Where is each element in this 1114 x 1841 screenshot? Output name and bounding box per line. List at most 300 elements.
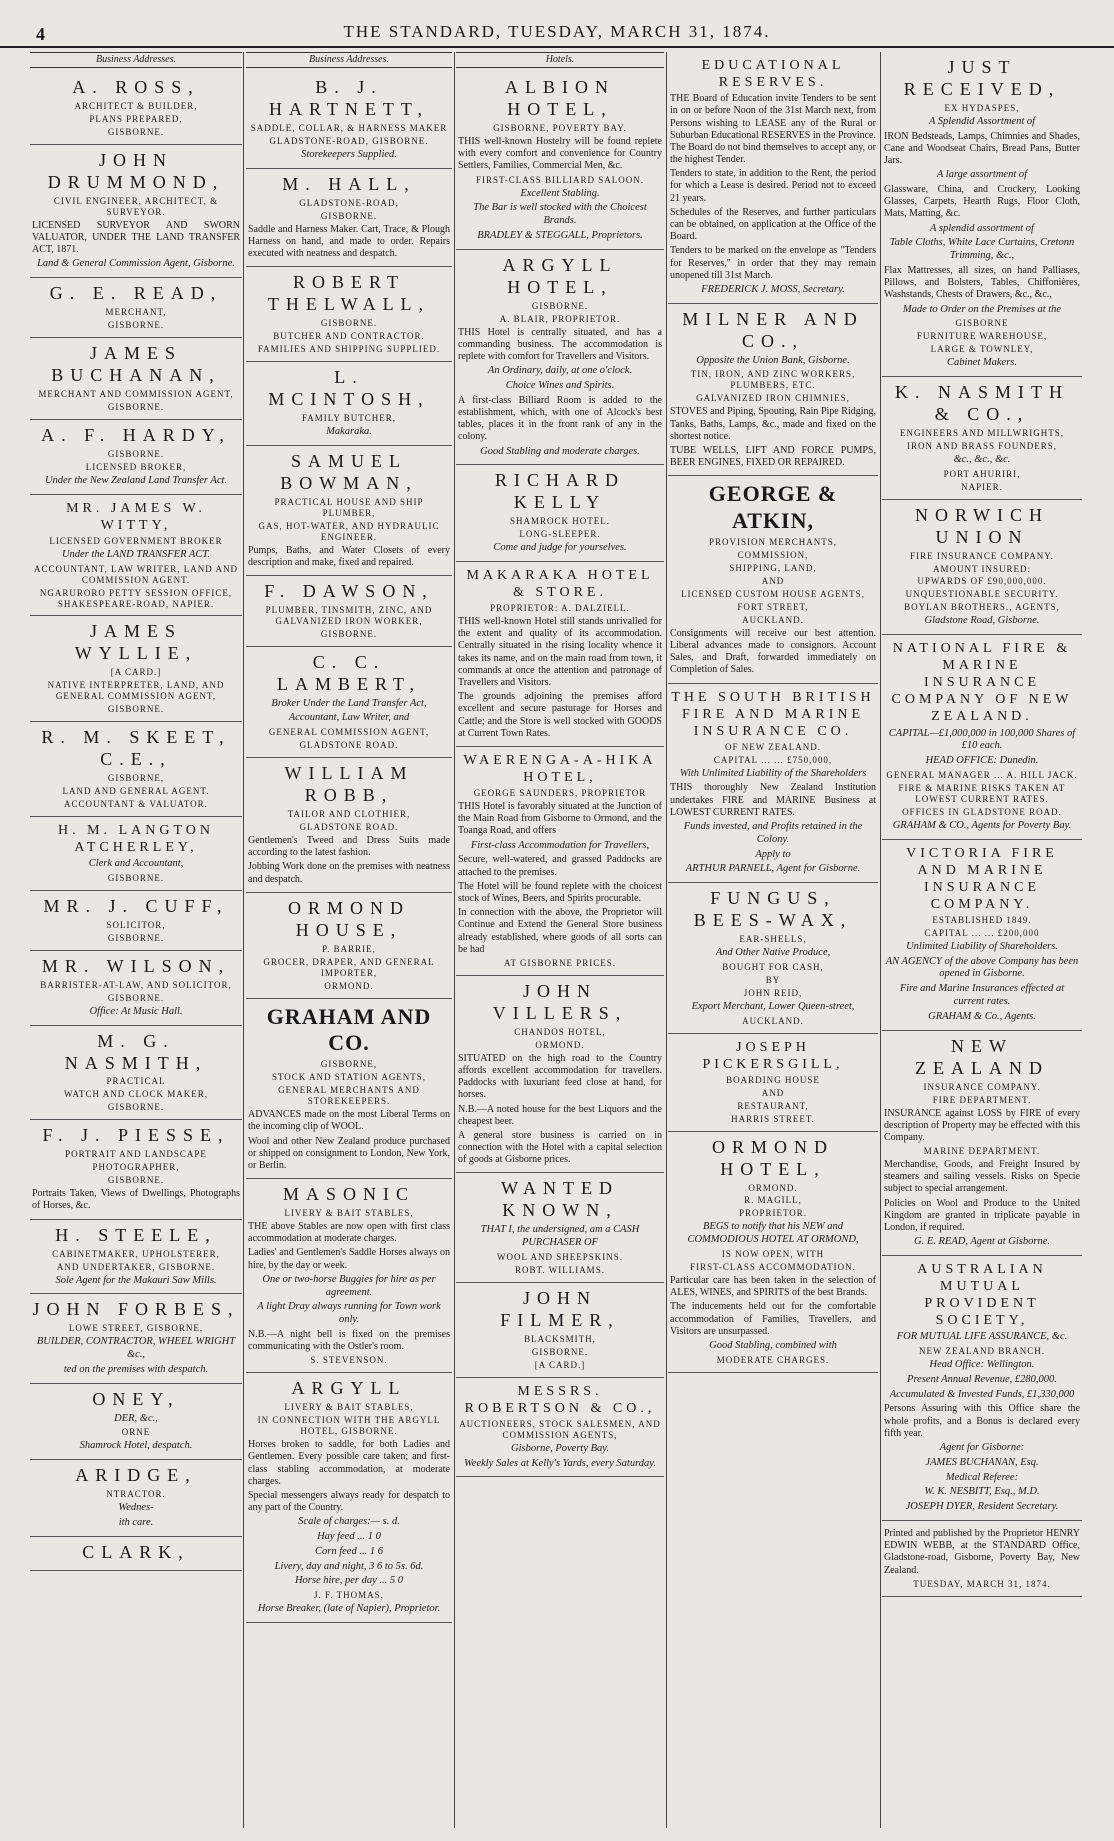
ad-line: Horse hire, per day ... 5 0 — [294, 1575, 404, 1587]
ad-line: FAMILY BUTCHER, — [301, 413, 397, 423]
ad-line: Schedules of the Reserves, and further particulars can be obtained, on application at the Office of the Board. — [670, 206, 876, 243]
ad-line: Export Merchant, Lower Queen-street, — [691, 1000, 855, 1012]
ad-line: [A CARD.] — [534, 1359, 586, 1370]
advertisement — [30, 1026, 242, 1121]
ad-line: ACCOUNTANT, LAW WRITER, LAND AND COMMISSION AGENT. — [33, 563, 239, 585]
ad-line: FIRE & MARINE RISKS TAKEN AT LOWEST CURRENT RATES. — [898, 782, 1066, 804]
ad-line: BARRISTER-AT-LAW, AND SOLICITOR, — [40, 979, 232, 990]
ad-line: A Splendid Assortment of — [928, 115, 1036, 127]
ad-line: GISBORNE. — [107, 873, 165, 884]
ad-title: JOHN FORBES, — [32, 1299, 240, 1320]
ad-line: CAPITAL ... ... £750,000, — [713, 754, 833, 765]
ad-line: Agent for Gisborne: — [939, 1441, 1025, 1453]
ad-line: Flax Mattresses, all sizes, on hand Palliases, Pillows, and Bolsters, Tables, Chiffonières, Washstands, Chests of Drawers, &c., &c., — [884, 264, 1080, 301]
ad-line: Land & General Commission Agent, Gisborne. — [37, 258, 235, 270]
ad-line: ROBT. WILLIAMS. — [515, 1264, 605, 1275]
ad-line: Tenders to be marked on the envelope as "Tenders for Reserves," in order that they may remain unopened till 31st March. — [670, 245, 876, 281]
ad-title: MESSRS. ROBERTSON & CO., — [464, 1383, 656, 1416]
ad-title: ALBION HOTEL, — [505, 77, 615, 120]
ad-line: Gisborne, Poverty Bay. — [511, 1442, 609, 1454]
ad-title: A. F. HARDY, — [41, 424, 231, 445]
ad-line: Accumulated & Invested Funds, £1,330,000 — [889, 1388, 1075, 1400]
ad-line: Broker Under the Land Transfer Act, — [271, 697, 427, 709]
ad-line: Portraits Taken, Views of Dwellings, Photographs of Horses, &c. — [32, 1188, 240, 1212]
ad-line: PRACTICAL HOUSE AND SHIP PLUMBER, — [274, 496, 424, 518]
column-rule — [454, 52, 455, 1828]
ad-line: SHAMROCK HOTEL. — [509, 516, 610, 527]
ad-line: ESTABLISHED 1849. — [932, 914, 1032, 925]
ad-title: ARGYLL HOTEL, — [502, 254, 618, 297]
ad-title: MASONIC — [282, 1184, 415, 1205]
ad-line: FIRST-CLASS ACCOMMODATION. — [690, 1261, 856, 1272]
ad-line: &c., &c., &c. — [953, 453, 1011, 465]
ad-line: TUESDAY, MARCH 31, 1874. — [913, 1578, 1051, 1589]
ad-line: MERCHANT, — [105, 307, 167, 318]
ad-line: DER, &c., — [114, 1412, 158, 1424]
ad-line: A general store business is carried on in connection with the Hotel with a capital selection of goods at Gisborne prices. — [458, 1129, 662, 1166]
ad-line: Storekeepers Supplied. — [301, 149, 397, 161]
advertisement — [456, 1283, 664, 1378]
ad-line: LOWE STREET, GISBORNE, — [68, 1323, 204, 1334]
ad-line: Printed and published by the Proprietor HENRY EDWIN WEBB, at the STANDARD Office, Gladstone-road, Gisborne, Poverty Bay, New Zealand. — [884, 1527, 1080, 1576]
page-number: 4 — [36, 24, 45, 44]
ad-title: WANTED KNOWN, — [501, 1178, 619, 1221]
ad-line: Corn feed ... 1 6 — [315, 1545, 383, 1557]
advertisement — [30, 891, 242, 951]
ad-line: The grounds adjoining the premises afford excellent and secure pasturage for Horses and Cattle; and the Store is well stocked with GOODS at Current Town Rates. — [458, 691, 662, 739]
ad-line: Clerk and Accountant, — [88, 858, 184, 870]
ad-line: LONG-SLEEPER. — [519, 529, 601, 540]
ad-line: GISBORNE. — [107, 127, 165, 138]
advertisement — [456, 747, 664, 976]
ad-line: UNQUESTIONABLE SECURITY. — [905, 589, 1059, 600]
masthead-title: THE STANDARD, TUESDAY, MARCH 31, 1874. — [343, 22, 771, 41]
ad-title: M. G. NASMITH, — [64, 1030, 208, 1073]
advertisement — [456, 1378, 664, 1478]
column-rule — [880, 52, 881, 1828]
ad-title: RICHARD KELLY — [494, 470, 625, 513]
ad-line: AUCKLAND. — [742, 614, 804, 625]
ad-line: Policies on Wool and Produce to the United Kingdom are granted in triplicate payable in London, if required. — [884, 1197, 1080, 1233]
ad-line: PORTRAIT AND LANDSCAPE — [65, 1149, 207, 1160]
ad-line: Merchandise, Goods, and Freight Insured by steamers and sailing vessels. Risks on Specie subject to special arrangement. — [884, 1159, 1080, 1195]
ad-line: The Hotel will be found replete with the choicest stock of Wines, Beers, and Spirits procurable. — [458, 880, 662, 905]
advertisement — [668, 1132, 878, 1373]
ad-line: Wednes- — [118, 1502, 154, 1514]
advertisement — [456, 562, 664, 747]
ad-line: GISBORNE. — [107, 320, 165, 331]
advertisement — [668, 304, 878, 477]
advertisement — [30, 72, 242, 145]
section-heading: Business Addresses. — [30, 52, 242, 68]
ad-line: LIVERY & BAIT STABLES, — [284, 1402, 414, 1413]
advertisement — [456, 250, 664, 466]
ad-line: AND — [761, 1087, 785, 1098]
advertisement — [246, 647, 452, 758]
ad-line: LAND AND GENERAL AGENT. — [62, 786, 210, 797]
ad-line: Horse Breaker, (late of Napier), Proprietor. — [257, 1603, 441, 1615]
ad-line: GISBORNE. — [107, 402, 165, 413]
ad-title: AUSTRALIAN MUTUAL PROVIDENT SOCIETY, — [917, 1261, 1047, 1329]
column-3 — [456, 52, 664, 1828]
ad-line: EAR-SHELLS, — [739, 934, 807, 945]
ad-line: Choice Wines and Spirits. — [505, 379, 615, 391]
ad-line: ARCHITECT & BUILDER, — [74, 101, 198, 112]
ad-line: GROCER, DRAPER, AND GENERAL IMPORTER, — [263, 956, 435, 978]
ad-line: BUTCHER AND CONTRACTOR. — [273, 331, 425, 342]
ad-line: Table Cloths, White Lace Curtains, Cretonn Trimming, &c., — [889, 237, 1075, 262]
ad-line: CAPITAL ... ... £200,000 — [924, 927, 1040, 938]
ad-line: RESTAURANT, — [737, 1100, 809, 1111]
ad-title: F. J. PIESSE, — [42, 1125, 230, 1146]
advertisement — [30, 951, 242, 1026]
ad-line: GISBORNE — [955, 318, 1009, 329]
ad-title: L. MCINTOSH, — [268, 367, 430, 410]
ad-line: TUBE WELLS, LIFT AND FORCE PUMPS, BEER ENGINES, FIXED OR REPAIRED. — [670, 444, 876, 469]
ad-line: Opposite the Union Bank, Gisborne. — [696, 354, 850, 366]
ad-line: THE Board of Education invite Tenders to be sent in on or before Noon of the 31st March next, from Persons wishing to LEASE any of the Rural or Suburban Educational RESERVES in the Province. The Board do not bind themselves to accept any, or the highest Tender. — [670, 93, 876, 166]
ad-line: LICENSED GOVERNMENT BROKER — [49, 535, 223, 546]
ad-line: ORNE — [121, 1427, 151, 1438]
ad-line: FIRE INSURANCE COMPANY. — [910, 550, 1054, 561]
ad-line: GISBORNE. — [107, 1175, 165, 1186]
advertisement — [246, 267, 452, 362]
ad-line: EX HYDASPES, — [944, 102, 1020, 113]
ad-line: SITUATED on the high road to the Country affords excellent accommodation for travellers. Paddocks with luxuriant feed close at hand, for horses. — [458, 1052, 662, 1101]
ad-line: NATIVE INTERPRETER, LAND, AND GENERAL COMMISSION AGENT, — [47, 680, 225, 702]
ad-line: A first-class Billiard Room is added to the establishment, which, with one of Alcock's best tables, places it in the front rank of any in the colony. — [458, 394, 662, 443]
ad-line: Gentlemen's Tweed and Dress Suits made according to the latest fashion. — [248, 835, 450, 859]
ad-line: GISBORNE. — [531, 300, 589, 311]
ad-line: GISBORNE. — [107, 448, 165, 459]
ad-line: FREDERICK J. MOSS, Secretary. — [701, 283, 845, 295]
ad-line: GISBORNE. — [320, 628, 378, 639]
ad-title: B. J. HARTNETT, — [268, 77, 430, 120]
section-heading: Hotels. — [456, 52, 664, 68]
ad-line: HARRIS STREET. — [731, 1113, 815, 1124]
ad-title: G. E. READ, — [49, 283, 223, 304]
ad-line: Weekly Sales at Kelly's Yards, every Saturday. — [464, 1457, 656, 1469]
ad-line: Apply to — [755, 848, 791, 860]
ad-title: ARGYLL — [291, 1378, 407, 1399]
column-rule — [243, 52, 244, 1828]
column-4 — [668, 52, 878, 1828]
ad-title: NATIONAL FIRE & MARINE INSURANCE COMPANY OF NEW ZEALAND. — [891, 641, 1073, 725]
ad-line: Unlimited Liability of Shareholders. — [906, 940, 1058, 952]
ad-title: WAERENGA-A-HIKA HOTEL, — [463, 752, 657, 786]
ad-line: PHOTOGRAPHER, — [92, 1162, 180, 1173]
ad-line: OFFICES IN GLADSTONE ROAD. — [902, 806, 1062, 817]
advertisement — [456, 72, 664, 250]
ad-line: Cabinet Makers. — [947, 357, 1017, 369]
advertisement — [668, 52, 878, 304]
ad-line: Makaraka. — [326, 425, 372, 437]
ad-line: PROVISION MERCHANTS, — [708, 536, 837, 547]
ad-line: INSURANCE COMPANY. — [923, 1081, 1041, 1092]
ad-line: N.B.—A noted house for the best Liquors and the cheapest beer. — [458, 1103, 662, 1127]
ad-line: UPWARDS OF £90,000,000. — [917, 576, 1047, 587]
ad-line: OF NEW ZEALAND. — [724, 741, 822, 752]
ad-line: ENGINEERS AND MILLWRIGHTS, — [899, 427, 1065, 438]
ad-title: R. M. SKEET, C.E., — [41, 727, 231, 770]
advertisement — [30, 420, 242, 495]
ad-line: ARTHUR PARNELL, Agent for Gisborne. — [685, 863, 861, 875]
ad-line: Fire and Marine Insurances effected at current rates. — [899, 983, 1065, 1008]
ad-line: FAMILIES AND SHIPPING SUPPLIED. — [257, 344, 441, 355]
section-heading: Business Addresses. — [246, 52, 452, 68]
ad-line: BLACKSMITH, — [524, 1333, 596, 1344]
advertisement — [882, 500, 1082, 636]
ad-line: Sole Agent for the Makauri Saw Mills. — [55, 1274, 217, 1286]
ad-line: CABINETMAKER, UPHOLSTERER, — [52, 1248, 220, 1259]
ad-line: BOUGHT FOR CASH, — [722, 961, 824, 972]
ad-line: BOARDING HOUSE — [726, 1074, 820, 1085]
ad-line: NEW ZEALAND BRANCH. — [918, 1346, 1046, 1357]
ad-line: GRAHAM & Co., Agents. — [928, 1010, 1036, 1022]
ad-line: LARGE & TOWNLEY, — [930, 344, 1034, 355]
ad-line: A. BLAIR, PROPRIETOR. — [499, 313, 621, 324]
ad-line: PRACTICAL — [106, 1076, 166, 1087]
ad-line: JOSEPH DYER, Resident Secretary. — [905, 1501, 1059, 1513]
ad-line: AUCKLAND. — [742, 1015, 804, 1026]
ad-line: [A CARD.] — [110, 667, 162, 678]
ad-line: Hay feed ... 1 0 — [317, 1531, 381, 1543]
ad-title: WILLIAM ROBB, — [284, 763, 414, 806]
column-5 — [882, 52, 1082, 1828]
advertisement — [30, 278, 242, 338]
ad-line: A light Dray always running for Town work only. — [257, 1301, 441, 1326]
ad-line: Livery, day and night, 3 6 to 5s. 6d. — [274, 1560, 424, 1572]
ad-line: Secure, well-watered, and grassed Paddocks are attached to the premises. — [458, 854, 662, 878]
ad-line: Saddle and Harness Maker. Cart, Trace, & Plough Harness on hand, and made to order. Repairs executed with neatness and despatch. — [248, 223, 450, 260]
advertisement — [30, 1294, 242, 1383]
ad-title: F. DAWSON, — [264, 580, 434, 601]
advertisement — [30, 1220, 242, 1295]
ad-line: MERCHANT AND COMMISSION AGENT, — [38, 389, 234, 400]
advertisement — [30, 495, 242, 617]
ad-line: FIRE DEPARTMENT. — [932, 1094, 1032, 1105]
ad-title: NORWICH UNION — [915, 504, 1049, 547]
ad-line: S. STEVENSON. — [310, 1355, 388, 1366]
ad-line: In connection with the above, the Proprietor will Continue and Extend the General Store business already established, where goods of all sorts can be had — [458, 907, 662, 955]
advertisement — [30, 722, 242, 817]
ad-title: VICTORIA FIRE AND MARINE INSURANCE COMPANY. — [906, 845, 1058, 912]
ad-line: FIRST-CLASS BILLIARD SALOON. — [476, 174, 644, 185]
advertisement — [882, 840, 1082, 1031]
ad-title: MR. J. CUFF, — [43, 895, 229, 916]
ad-line: ted on the premises with despatch. — [63, 1363, 209, 1375]
ad-line: GLADSTONE ROAD. — [299, 740, 399, 751]
ad-title: K. NASMITH & CO., — [894, 382, 1069, 424]
ad-line: GLADSTONE-ROAD, — [299, 197, 399, 208]
ad-title: MR. WILSON, — [41, 955, 231, 976]
ad-line: GENERAL MANAGER ... A. HILL JACK. — [886, 769, 1078, 780]
ad-line: IN CONNECTION WITH THE ARGYLL HOTEL, GISBORNE. — [257, 1415, 441, 1437]
ad-line: Good Stabling, combined with — [709, 1339, 837, 1351]
ad-line: JAMES BUCHANAN, Esq. — [925, 1456, 1039, 1468]
ad-line: N.B.—A night bell is fixed on the premises communicating with the Ostler's room. — [248, 1328, 450, 1353]
advertisement — [246, 758, 452, 893]
ad-line: Shamrock Hotel, despatch. — [79, 1440, 193, 1452]
advertisement — [882, 1031, 1082, 1256]
ad-line: ith care. — [118, 1516, 154, 1528]
ad-line: ADVANCES made on the most Liberal Terms on the incoming clip of WOOL. — [248, 1109, 450, 1133]
ad-line: Jobbing Work done on the premises with neatness and despatch. — [248, 861, 450, 885]
ad-line: Come and judge for yourselves. — [493, 542, 627, 554]
ad-line: GISBORNE. — [107, 704, 165, 715]
ad-line: GALVANIZED IRON CHIMNIES, — [696, 393, 850, 404]
ad-line: Particular care has been taken in the selection of ALES, WINES, and SPIRITS of the best Brands. — [670, 1274, 876, 1299]
ad-line: G. E. READ, Agent at Gisborne. — [914, 1236, 1050, 1248]
ad-line: Persons Assuring with this Office share the whole profits, and a Bonus is declared every fifth year. — [884, 1403, 1080, 1439]
ad-line: Present Annual Revenue, £280,000. — [907, 1373, 1057, 1385]
ad-line: THIS Hotel is favorably situated at the Junction of the Main Road from Gisborne to Ormond, and the Toanga Road, and offers — [458, 801, 662, 837]
advertisement — [246, 72, 452, 169]
ad-line: CAPITAL—£1,000,000 in 100,000 Shares of £10 each. — [888, 727, 1076, 752]
masthead — [0, 22, 1114, 48]
ad-line: GEORGE SAUNDERS, PROPRIETOR — [473, 788, 647, 799]
ad-line: Horses broken to saddle, for both Ladies and Gentlemen. Every possible care taken; and first-class stabling accommodation, at moderate charges. — [248, 1439, 450, 1487]
ad-line: AUCTIONEERS, STOCK SALESMEN, AND COMMISSION AGENTS, — [459, 1418, 661, 1440]
ad-title: JUST RECEIVED, — [903, 57, 1061, 99]
ad-line: LICENSED SURVEYOR AND SWORN VALUATOR, UNDER THE LAND TRANSFER ACT, 1871. — [32, 219, 240, 256]
ad-line: PORT AHURIRI, — [943, 468, 1021, 479]
ad-line: GISBORNE, — [320, 1059, 378, 1070]
ad-line: PROPRIETOR. — [738, 1208, 808, 1219]
ad-line: FORT STREET, — [737, 601, 809, 612]
advertisement — [668, 684, 878, 884]
ad-title: JAMES WYLLIE, — [74, 621, 198, 664]
ad-line: P. BARRIE, — [322, 943, 376, 954]
ad-line: GISBORNE. — [107, 992, 165, 1003]
advertisement — [246, 1179, 452, 1373]
ad-line: AND UNDERTAKER, GISBORNE. — [56, 1261, 216, 1272]
ad-line: GISBORNE, POVERTY BAY. — [493, 123, 627, 134]
ad-title: MAKARAKA HOTEL & STORE. — [466, 567, 654, 601]
ad-line: CHANDOS HOTEL, — [514, 1026, 606, 1037]
ad-line: Ladies' and Gentlemen's Saddle Horses always on hire, by the day or week. — [248, 1247, 450, 1271]
ad-line: THAT I, the undersigned, am a CASH PURCHASER OF — [480, 1224, 640, 1249]
ad-line: STOVES and Piping, Spouting, Rain Pipe Ridging, Tanks, Baths, Lamps, &c., made and fixed on the shortest notice. — [670, 406, 876, 442]
advertisement — [668, 1034, 878, 1132]
ad-title: NEW ZEALAND — [915, 1035, 1049, 1078]
ad-line: AN AGENCY of the above Company has been opened in Gisborne. — [885, 955, 1079, 980]
ad-title: JOHN DRUMMOND, — [47, 150, 225, 192]
ad-line: NGARURORO PETTY SESSION OFFICE, SHAKESPEARE-ROAD, NAPIER. — [39, 587, 233, 609]
advertisement — [246, 362, 452, 446]
advertisement — [246, 893, 452, 999]
ad-line: Accountant, Law Writer, and — [288, 712, 410, 724]
ad-line: BUILDER, CONTRACTOR, WHEEL WRIGHT &c., — [36, 1336, 236, 1361]
column-2 — [246, 52, 452, 1828]
ad-line: MARINE DEPARTMENT. — [923, 1146, 1041, 1157]
ad-line: BY — [765, 974, 781, 985]
ad-line: LIVERY & BAIT STABLES, — [284, 1208, 414, 1219]
ad-line: PLANS PREPARED, — [89, 114, 183, 125]
advertisement — [246, 1373, 452, 1623]
ad-line: WOOL AND SHEEPSKINS. — [497, 1251, 623, 1262]
ad-line: GRAHAM & CO., Agents for Poverty Bay. — [892, 819, 1072, 831]
ad-line: THIS well-known Hotel still stands unrivalled for the extent and quality of its accommodation. Centrally situated in the rising locality whence it takes its name, and on the main road from town, it commands at once the attention and patronage of Travellers and Visitors. — [458, 616, 662, 689]
ad-line: ORMOND. — [535, 1039, 585, 1050]
ad-title: JOHN VILLERS, — [492, 980, 628, 1023]
ad-line: Head Office: Wellington. — [929, 1359, 1035, 1371]
ad-line: GISBORNE, — [107, 773, 165, 784]
ad-line: The Bar is well stocked with the Choicest Brands. — [473, 202, 647, 227]
ad-line: ORMOND. — [748, 1182, 798, 1193]
ad-line: Gladstone Road, Gisborne. — [924, 615, 1040, 627]
advertisement — [456, 465, 664, 562]
ad-line: GENERAL MERCHANTS AND STOREKEEPERS. — [278, 1085, 420, 1107]
ad-line: SOLICITOR, — [106, 919, 166, 930]
ad-title: JOSEPH PICKERSGILL, — [702, 1039, 844, 1072]
advertisement — [30, 1384, 242, 1461]
ad-line: With Unlimited Liability of the Shareholders — [679, 767, 867, 779]
ad-title: C. C. LAMBERT, — [276, 651, 422, 694]
ad-line: Made to Order on the Premises at the — [902, 303, 1062, 315]
ad-line: Funds invested, and Profits retained in the Colony. — [683, 821, 863, 845]
advertisement — [246, 999, 452, 1179]
ad-line: BOYLAN BROTHERS., AGENTS, — [904, 602, 1060, 613]
ad-line: STOCK AND STATION AGENTS, — [271, 1072, 427, 1083]
column-rule — [666, 52, 667, 1828]
ad-line: THIS well-known Hostelry will be found replete with every comfort and convenience for Country Settlers, Families, Commercial Men, &c. — [458, 136, 662, 172]
ad-line: WATCH AND CLOCK MAKER, — [63, 1089, 208, 1100]
ad-line: PROPRIETOR: A. DALZIELL. — [490, 603, 630, 614]
ad-line: GISBORNE. — [320, 318, 378, 329]
ad-title: EDUCATIONAL RESERVES. — [701, 58, 845, 91]
ad-line: BEGS to notify that his NEW and COMMODIOUS HOTEL AT ORMOND, — [687, 1221, 859, 1246]
ad-line: GLADSTONE ROAD. — [299, 822, 399, 833]
advertisement — [30, 145, 242, 278]
ad-line: JOHN REID, — [743, 987, 803, 998]
ad-line: Scale of charges:— s. d. — [298, 1516, 400, 1528]
ad-line: NTRACTOR. — [106, 1489, 166, 1500]
ad-title: JAMES BUCHANAN, — [51, 343, 221, 386]
ad-line: LICENSED BROKER, — [85, 461, 187, 472]
ad-line: TAILOR AND CLOTHIER, — [287, 809, 411, 820]
ad-line: THE above Stables are now open with first class accommodation at moderate charges. — [248, 1220, 450, 1245]
ad-line: Wool and other New Zealand produce purchased or shipped on consignment to London, New York, or Berlin. — [248, 1135, 450, 1171]
ad-title: GEORGE & ATKIN, — [708, 481, 838, 534]
ad-title: ARIDGE, — [75, 1465, 197, 1486]
ad-line: W. K. NESBITT, Esq., M.D. — [924, 1486, 1040, 1498]
ad-line: ACCOUNTANT & VALUATOR. — [64, 799, 208, 810]
advertisement — [668, 883, 878, 1033]
ad-line: LICENSED CUSTOM HOUSE AGENTS, — [681, 588, 865, 599]
ad-line: FURNITURE WAREHOUSE, — [916, 331, 1048, 342]
ad-line: SADDLE, COLLAR, & HARNESS MAKER — [250, 123, 448, 134]
ad-line: BRADLEY & STEGGALL, Proprietors. — [477, 229, 643, 241]
ad-line: GAS, HOT-WATER, AND HYDRAULIC ENGINEER. — [258, 520, 440, 542]
ad-line: And Other Native Produce, — [715, 947, 831, 959]
ad-line: Under the LAND TRANSFER ACT. — [61, 548, 211, 560]
ad-line: AND — [761, 575, 785, 586]
ad-line: THIS Hotel is centrally situated, and has a commanding business. The accommodation is replete with comfort for Travellers and Visitors. — [458, 326, 662, 362]
ad-title: A. ROSS, — [72, 77, 200, 98]
ad-line: GISBORNE. — [531, 1346, 589, 1357]
advertisement — [882, 377, 1082, 500]
ad-line: GISBORNE. — [320, 210, 378, 221]
advertisement — [246, 576, 452, 647]
advertisement — [30, 1120, 242, 1219]
ad-line: A large assortment of — [936, 169, 1028, 181]
ad-line: SHIPPING, LAND, — [729, 562, 817, 573]
ad-title: GRAHAM AND CO. — [266, 1003, 432, 1056]
ad-line: An Ordinary, daily, at one o'clock. — [487, 365, 633, 377]
ad-line: R. MAGILL, — [744, 1195, 802, 1206]
ad-line: Good Stabling and moderate charges. — [480, 445, 640, 457]
